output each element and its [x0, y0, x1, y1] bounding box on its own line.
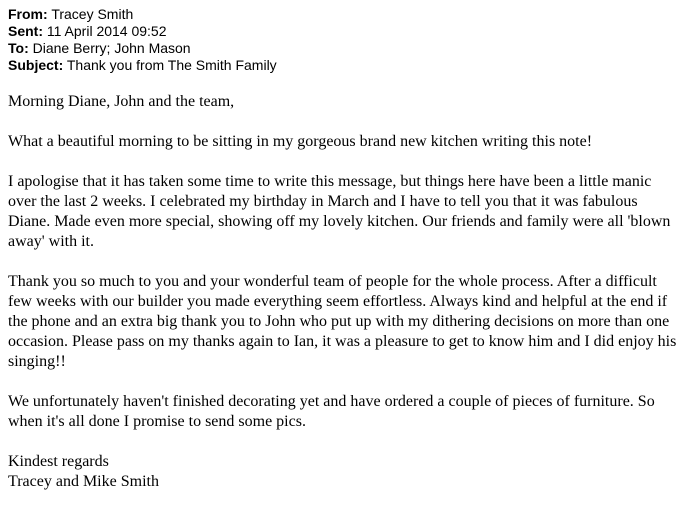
email-body	[8, 92, 680, 492]
email-message	[8, 6, 680, 492]
subject-label: Subject:	[8, 57, 64, 73]
sent-row	[8, 23, 680, 40]
paragraph-opening: What a beautiful morning to be sitting in my gorgeous brand new kitchen writing this note!	[8, 133, 593, 150]
email-header	[8, 6, 680, 74]
paragraph-decorating: We unfortunately haven't finished decorating yet and have ordered a couple of pieces of furniture. So when it's all done I promise to send some pics.	[8, 393, 655, 430]
signature: Tracey and Mike Smith	[8, 473, 159, 490]
subject-row	[8, 57, 680, 74]
greeting: Morning Diane, John and the team,	[8, 93, 235, 110]
signoff	[8, 452, 680, 492]
from-value: Tracey Smith	[51, 6, 134, 22]
to-value: Diane Berry; John Mason	[32, 40, 191, 56]
to-label: To:	[8, 40, 29, 56]
closing: Kindest regards	[8, 453, 109, 470]
paragraph-apology: I apologise that it has taken some time to write this message, but things here have been a little manic over the last 2 weeks. I celebrated my birthday in March and I have to tell you that it was fabulous Diane. Made even more special, showing off my lovely kitchen. Our friends and family were all 'blown away' with it.	[8, 173, 671, 250]
from-row	[8, 6, 680, 23]
from-label: From:	[8, 6, 48, 22]
to-row	[8, 40, 680, 57]
sent-value: 11 April 2014 09:52	[46, 23, 167, 39]
sent-label: Sent:	[8, 23, 43, 39]
subject-value: Thank you from The Smith Family	[66, 57, 277, 73]
paragraph-thanks: Thank you so much to you and your wonderful team of people for the whole process. After a difficult few weeks with our builder you made everything seem effortless. Always kind and helpful at the end if the phone and an extra big thank you to John who put up with my dithering decisions on more than one occasion. Please pass on my thanks again to Ian, it was a pleasure to get to know him and I did enjoy his singing!!	[8, 273, 677, 370]
